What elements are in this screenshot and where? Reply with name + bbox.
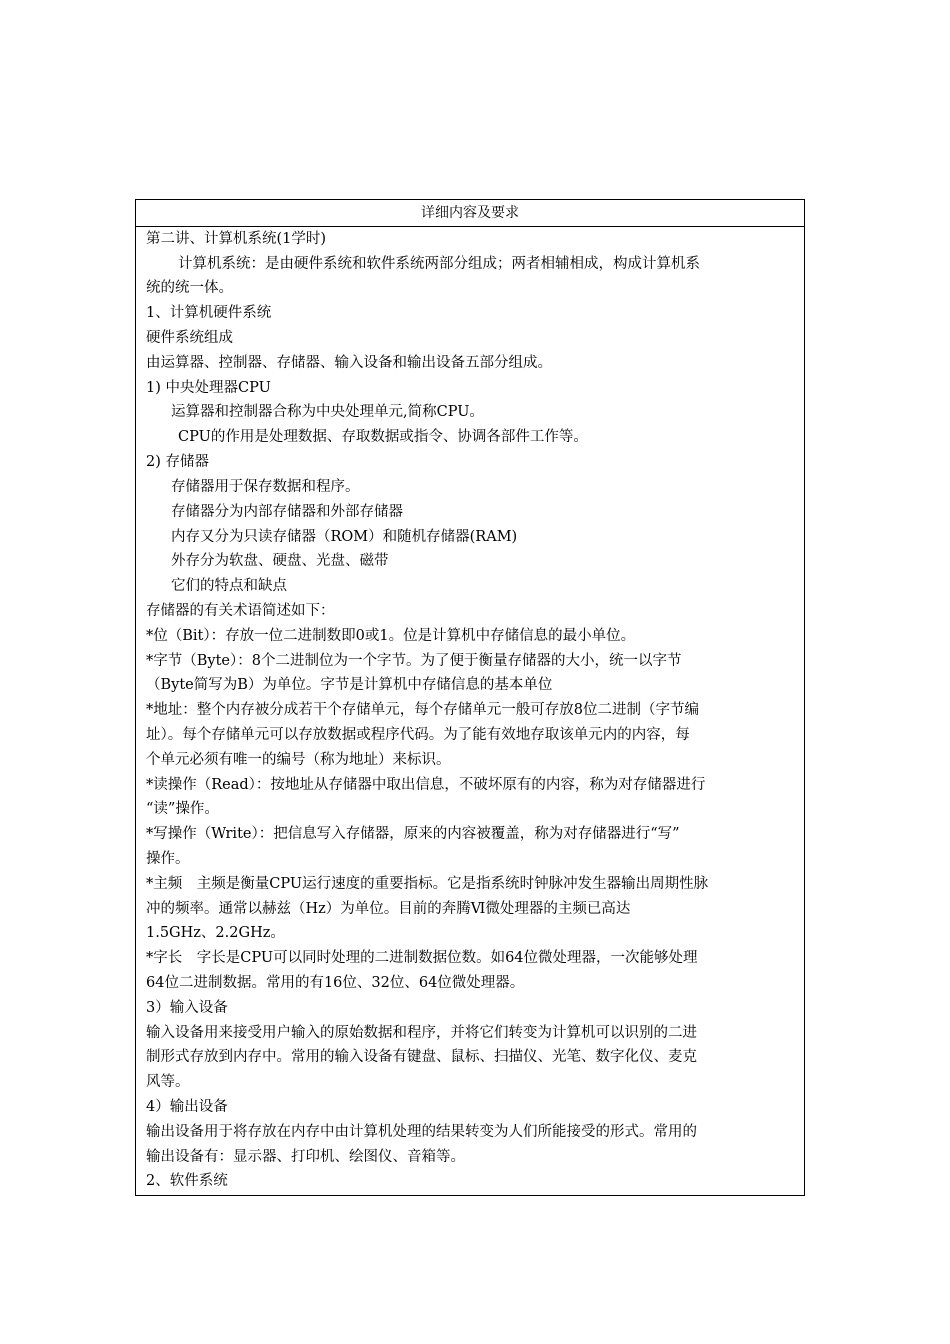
text-line: 存储器用于保存数据和程序。 <box>171 479 360 495</box>
text-line: *写操作（Write）：把信息写入存储器，原来的内容被覆盖，称为对存储器进行“写” <box>146 826 680 842</box>
text-line: （Byte简写为B）为单位。字节是计算机中存储信息的基本单位 <box>146 677 553 693</box>
text-line: 址）。每个存储单元可以存放数据或程序代码。为了能有效地存取该单元内的内容，每 <box>146 727 690 743</box>
text-line: 4）输出设备 <box>146 1099 228 1115</box>
content-table <box>135 199 805 1196</box>
text-line: 64位二进制数据。常用的有16位、32位、64位微处理器。 <box>146 975 525 991</box>
text-line: “读”操作。 <box>146 801 219 817</box>
text-line: 输出设备有：显示器、打印机、绘图仪、音箱等。 <box>146 1149 465 1165</box>
text-line: 输出设备用于将存放在内存中由计算机处理的结果转变为人们所能接受的形式。常用的 <box>146 1124 697 1140</box>
text-line: 统的统一体。 <box>146 280 233 296</box>
text-line: 它们的特点和缺点 <box>171 578 287 594</box>
text-line: 风等。 <box>146 1074 190 1090</box>
text-line: CPU的作用是处理数据、存取数据或指令、协调各部件工作等。 <box>178 429 588 445</box>
text-line: 2、软件系统 <box>146 1173 228 1189</box>
text-line: 计算机系统：是由硬件系统和软件系统两部分组成；两者相辅相成，构成计算机系 <box>178 256 700 272</box>
text-line: 个单元必须有唯一的编号（称为地址）来标识。 <box>146 752 451 768</box>
text-line: 运算器和控制器合称为中央处理单元,简称CPU。 <box>171 404 484 420</box>
text-line: 由运算器、控制器、存储器、输入设备和输出设备五部分组成。 <box>146 355 552 371</box>
text-line: 存储器分为内部存储器和外部存储器 <box>171 504 403 520</box>
text-line: 1.5GHz、2.2GHz。 <box>146 925 285 941</box>
text-line: 存储器的有关术语简述如下： <box>146 603 335 619</box>
text-line: 1、计算机硬件系统 <box>146 305 272 321</box>
text-line: 第二讲、计算机系统(1学时) <box>146 231 327 247</box>
text-line: 3）输入设备 <box>146 1000 228 1016</box>
text-line: *字长 字长是CPU可以同时处理的二进制数据位数。如64位微处理器，一次能够处理 <box>146 950 698 966</box>
text-line: 制形式存放到内存中。常用的输入设备有键盘、鼠标、扫描仪、光笔、数字化仪、麦克 <box>146 1049 697 1065</box>
text-line: 操作。 <box>146 851 190 867</box>
text-line: *字节（Byte）：8个二进制位为一个字节。为了便于衡量存储器的大小，统一以字节 <box>146 653 682 669</box>
text-line: *位（Bit）：存放一位二进制数即0或1。位是计算机中存储信息的最小单位。 <box>146 628 636 644</box>
text-line: 硬件系统组成 <box>146 330 233 346</box>
text-line: *读操作（Read）：按地址从存储器中取出信息，不破坏原有的内容，称为对存储器进行 <box>146 777 706 793</box>
text-line: 内存又分为只读存储器（ROM）和随机存储器(RAM) <box>171 529 518 545</box>
text-line: 2) 存储器 <box>146 454 209 470</box>
text-line: 冲的频率。通常以赫兹（Hz）为单位。目前的奔腾Ⅵ微处理器的主频已高达 <box>146 901 631 917</box>
text-line: 输入设备用来接受用户输入的原始数据和程序，并将它们转变为计算机可以识别的二进 <box>146 1025 697 1041</box>
text-line: 1) 中央处理器CPU <box>146 380 271 396</box>
text-line: *主频 主频是衡量CPU运行速度的重要指标。它是指系统时钟脉冲发生器输出周期性脉 <box>146 876 709 892</box>
text-line: *地址：整个内存被分成若干个存储单元，每个存储单元一般可存放8位二进制（字节编 <box>146 702 699 718</box>
text-line: 外存分为软盘、硬盘、光盘、磁带 <box>171 553 389 569</box>
table-header: 详细内容及要求 <box>136 200 804 227</box>
